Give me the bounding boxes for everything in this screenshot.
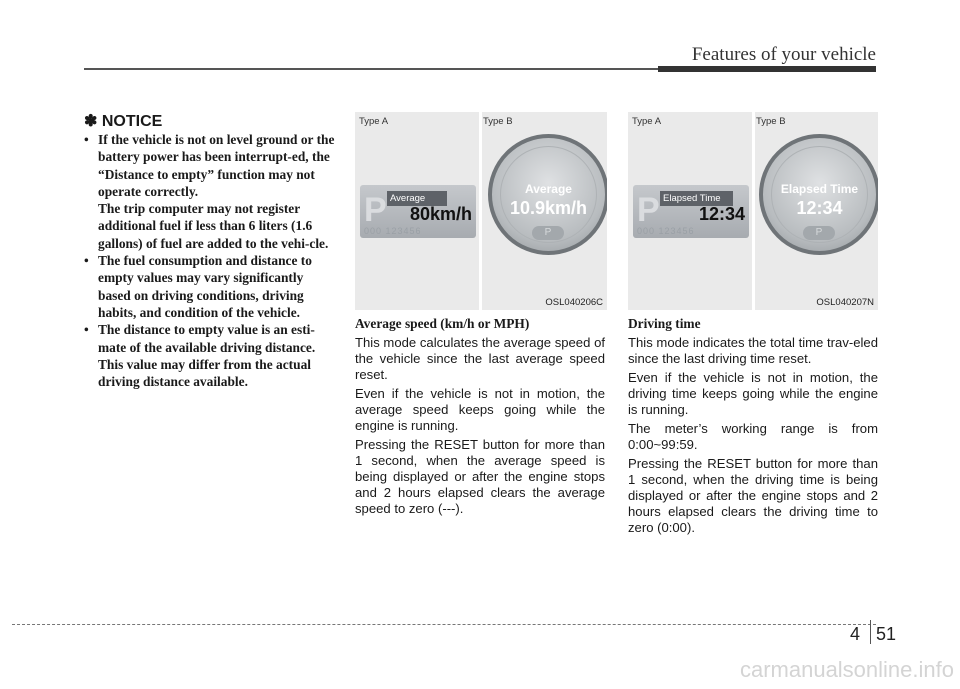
figure-divider — [752, 112, 755, 310]
section-paragraph: Even if the vehicle is not in motion, the driving time keeps going while the engine is running. — [628, 370, 878, 417]
gauge-value: 12:34 — [796, 198, 843, 218]
gauge-p-glyph: P — [532, 226, 564, 240]
section-average-speed — [355, 316, 605, 520]
chapter-number: 4 — [850, 624, 861, 644]
type-a-label: Type A — [632, 116, 662, 127]
gauge-p-glyph: P — [803, 226, 835, 240]
gauge-mode-label: Elapsed Time — [780, 182, 859, 196]
header-bar — [658, 66, 876, 72]
figure-divider — [479, 112, 482, 310]
lcd-odometer: 000 123456 — [364, 226, 422, 236]
footer-rule — [12, 624, 876, 625]
section-paragraph: The meter’s working range is from 0:00~99:59. — [628, 421, 878, 452]
notice-text: If the vehicle is not on level ground or the battery power has been interrupt-ed, the “Distance to empty” function may not operate correctly. — [98, 132, 335, 199]
lcd-value: 80km/h — [409, 204, 472, 224]
notice-item: • The fuel consumption and distance to empty values may vary significantly based on driving conditions, driving habits, and condition of the vehicle. — [84, 252, 336, 321]
running-header: Features of your vehicle — [691, 44, 876, 65]
type-b-label: Type B — [756, 116, 786, 127]
notice-text: The distance to empty value is an esti-mate of the available driving distance. This value may differ from the actual driving distance available. — [98, 322, 316, 390]
notice-item: • If the vehicle is not on level ground or the battery power has been interrupt-ed, the “Distance to empty” function may not operate correctly. The trip computer may not register additional fuel if less than 6 liters (1.6 gallons) of fuel are added to the vehi-cle. — [84, 132, 335, 251]
figure-code: OSL040207N — [816, 297, 874, 308]
gauge-mode-label: Average — [525, 182, 572, 196]
notice-list — [84, 131, 336, 390]
section-paragraph: This mode indicates the total time trav-eled since the last driving time reset. — [628, 335, 878, 366]
type-b-label: Type B — [483, 116, 513, 127]
type-a-label: Type A — [359, 116, 389, 127]
lcd-display — [360, 185, 476, 238]
gauge-display — [759, 134, 878, 255]
watermark: carmanualsonline.info — [739, 657, 954, 682]
section-paragraph: Pressing the RESET button for more than 1 second, when the driving time is being displayed or after the engine stops and 2 hours elapsed clears the driving time to zero (0:00). — [628, 456, 878, 535]
section-driving-time — [628, 316, 878, 539]
lcd-display — [633, 185, 749, 238]
gauge-value: 10.9km/h — [509, 198, 588, 218]
figure-average-speed — [355, 112, 607, 310]
lcd-value: 12:34 — [698, 204, 745, 224]
notice-text: The fuel consumption and distance to empty values may vary significantly based on driving conditions, driving habits, and condition of the vehicle. — [98, 253, 312, 320]
lcd-p-glyph: P — [637, 191, 660, 229]
lcd-p-glyph: P — [364, 191, 387, 229]
figure-code: OSL040206C — [545, 297, 603, 308]
section-title: Driving time — [628, 316, 701, 331]
figure-driving-time — [628, 112, 878, 310]
notice-title: ✽ NOTICE — [84, 113, 163, 130]
lcd-odometer: 000 123456 — [637, 226, 695, 236]
notice-text: The trip computer may not register additional fuel if less than 6 liters (1.6 gallons) of fuel are added to the vehi-cle. — [98, 201, 329, 251]
section-paragraph: Even if the vehicle is not in motion, the average speed keeps going while the engine is running. — [355, 386, 605, 433]
section-paragraph: This mode calculates the average speed of the vehicle since the last average speed reset. — [355, 335, 605, 382]
section-paragraph: Pressing the RESET button for more than 1 second, when the average speed is being displayed or after the engine stops and 2 hours elapsed clears the average speed to zero (---). — [355, 437, 605, 516]
section-title: Average speed (km/h or MPH) — [355, 316, 530, 331]
footer-divider — [870, 620, 871, 644]
gauge-display — [488, 134, 607, 255]
lcd-mode-tag: Average — [387, 191, 447, 206]
page-number: 51 — [876, 624, 897, 644]
notice-item: • The distance to empty value is an esti-mate of the available driving distance. This value may differ from the actual driving distance available. — [84, 321, 336, 390]
lcd-mode-tag: Elapsed Time — [660, 191, 733, 206]
